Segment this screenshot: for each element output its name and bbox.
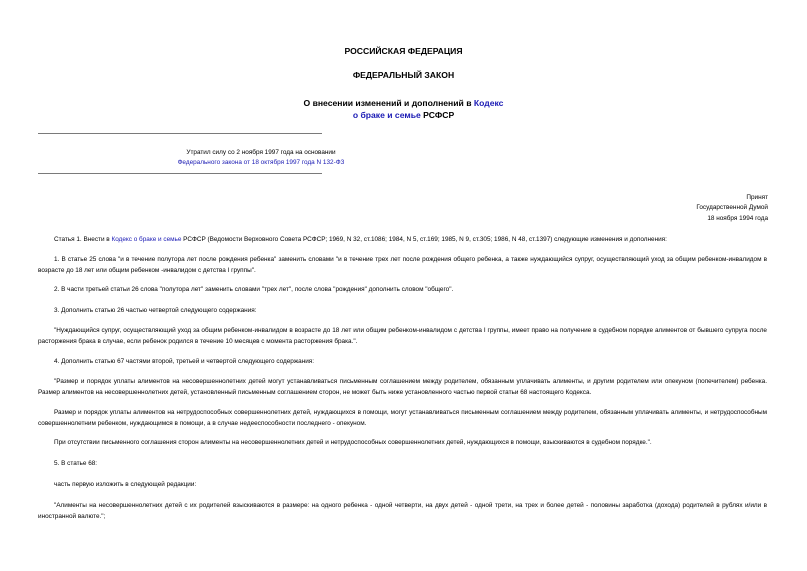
title-prefix: О внесении изменений и дополнений в [303,98,474,108]
adoption-body: Государственной Думой [696,204,768,212]
repeal-law-link[interactable]: Федерального закона от 18 октября 1997 года N 132-ФЗ [177,159,345,166]
code-reference-link[interactable]: Кодекс о браке и семье [111,236,182,243]
paragraph-7 [38,408,767,429]
adoption-block [696,193,768,224]
paragraph-text: "Нуждающийся супруг, осуществляющий уход за общим ребенком-инвалидом в возрасте до 18 лет или общим ребенком-инвалидом с детства I группы, имеет право на получение в судебном порядке алиментов от бывшего супруга после расторжения брака в случае, если ребенок родился в течение 10 месяцев с момента расторжения брака.". [38,327,767,345]
code-link-part1[interactable]: Кодекс [473,98,504,108]
paragraph-8 [38,438,767,449]
repeal-note [38,148,484,168]
divider-bottom [38,173,322,174]
paragraph-6 [38,377,767,398]
title-suffix: РСФСР [420,110,455,120]
paragraph-text: 5. В статье 68: [54,460,98,467]
paragraph-2 [38,285,767,296]
article-1-intro [38,235,767,246]
document-title [0,97,807,121]
paragraph-1 [38,255,767,276]
paragraph-10 [38,480,767,491]
paragraph-text: "Алименты на несовершеннолетних детей с их родителей взыскиваются в размере: на одного ребенка - одной четверти, на двух детей - одной трети, на трех и более детей - половины заработка (дохода) родителей в рублях и/или в иностранной валюте."; [38,502,767,520]
doc-type-heading: ФЕДЕРАЛЬНЫЙ ЗАКОН [352,70,455,80]
paragraph-text: "Размер и порядок уплаты алиментов на несовершеннолетних детей могут устанавливаться письменным соглашением между родителем, обязанным уплачивать алименты, и другим родителем или опекуном (попечителем) ребенка. Размер алиментов на несовершеннолетних детей, установленный письменным соглашением сторон, не может быть ниже установленного частью первой статьи 68 настоящего Кодекса. [38,378,767,396]
paragraph-3 [38,306,767,317]
paragraph-5 [38,357,767,368]
paragraph-text: Размер и порядок уплаты алиментов на нетрудоспособных совершеннолетних детей, нуждающихся в помощи, могут устанавливаться письменным соглашением между родителем, обязанным уплачивать алименты, и нетрудоспособным совершеннолетним ребенком, нуждающимся в помощи, а в случае недееспособности последнего - опекуном. [38,409,767,427]
article-1 [38,235,767,246]
paragraph-9 [38,459,767,470]
paragraph-text: При отсутствии письменного соглашения сторон алименты на несовершеннолетних детей и нетрудоспособных совершеннолетних детей, нуждающихся в помощи, взыскиваются в судебном порядке.". [54,439,652,446]
paragraph-11 [38,501,767,522]
adoption-accepted: Принят [746,194,768,201]
paragraph-text: часть первую изложить в следующей редакции: [54,481,197,488]
paragraph-text: 2. В части третьей статьи 26 слова "полутора лет" заменить словами "трех лет", после слова "рождения" дополнить словом "общего". [54,286,454,293]
article-1-post: РСФСР (Ведомости Верховного Совета РСФСР; 1969, N 32, ст.1086; 1984, N 5, ст.169; 1985, N 9, ст.305; 1986, N 48, ст.1397) следующие изменения и дополнения: [181,236,667,243]
repeal-note-text: Утратил силу со 2 ноября 1997 года на основании [186,149,336,156]
paragraph-text: 1. В статье 25 слова "и в течение полутора лет после рождения ребенка" заменить словами "и в течение трех лет после рождения общего ребенка, а также нуждающийся супруг, осуществляющий уход за общим ребенком-инвалидом в возрасте до 18 лет или общим ребенком -инвалидом с детства I группы". [38,256,767,274]
article-1-pre: Статья 1. Внести в [54,236,112,243]
adoption-date: 18 ноября 1994 года [707,214,768,222]
divider-top [38,133,322,134]
country-heading: РОССИЙСКАЯ ФЕДЕРАЦИЯ [344,46,463,56]
code-link-part2[interactable]: о браке и семье [352,110,421,120]
paragraph-4 [38,326,767,347]
paragraph-text: 3. Дополнить статью 26 частью четвертой следующего содержания: [54,307,257,314]
paragraph-text: 4. Дополнить статью 67 частями второй, третьей и четвертой следующего содержания: [54,358,315,365]
